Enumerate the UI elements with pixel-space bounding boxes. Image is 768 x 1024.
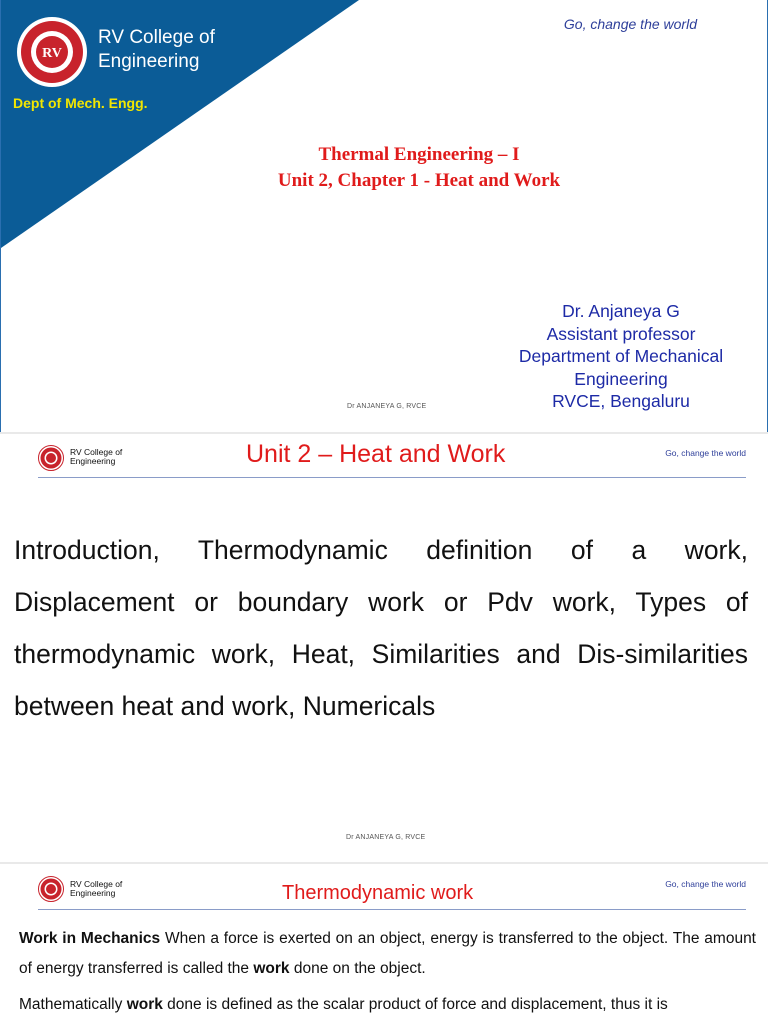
header-divider [38, 477, 746, 478]
slide-title: Unit 2 – Heat and Work [246, 440, 506, 468]
author-department-cont: Engineering [574, 368, 668, 389]
author-designation: Assistant professor [546, 323, 696, 344]
author-department: Department of Mechanical [518, 346, 724, 366]
seal-monogram: RV [42, 46, 62, 61]
content-slide-unit2 [0, 434, 768, 862]
college-name-line2: Engineering [98, 51, 200, 72]
college-name [98, 26, 215, 74]
college-name-line1: RV College of [98, 27, 215, 48]
rv-college-seal-icon [16, 16, 88, 88]
header-divider [38, 909, 746, 910]
college-name-line1: RV College of [70, 879, 123, 889]
chapter-title: Unit 2, Chapter 1 - Heat and Work [277, 170, 561, 191]
paragraph-text: done is defined as the scalar product of force and displacement, thus it is [162, 996, 668, 1013]
topics-paragraph: Introduction, Thermodynamic definition of a work, Displacement or boundary work or Pdv work, Types of thermodynamic work, Heat, Similarities and Dis-similarities between heat and work, Numericals [14, 535, 748, 721]
college-name [70, 880, 122, 898]
motto: Go, change the world [665, 448, 746, 458]
title-slide [0, 0, 768, 432]
slide-title: Thermodynamic work [282, 882, 474, 904]
bold-term: Work in Mechanics [19, 930, 161, 947]
content-slide-thermodynamic-work [0, 864, 768, 1024]
work-in-mechanics-paragraph [19, 924, 756, 984]
author-institution: RVCE, Bengaluru [552, 391, 690, 411]
college-name [70, 448, 122, 466]
motto: Go, change the world [563, 16, 697, 32]
college-name-line2: Engineering [70, 888, 116, 898]
slide-footer: Dr ANJANEYA G, RVCE [346, 834, 426, 841]
paragraph-text: Mathematically [19, 996, 127, 1013]
author-block [491, 300, 751, 413]
motto: Go, change the world [665, 879, 746, 889]
course-title: Thermal Engineering – I [318, 144, 520, 165]
rv-college-seal-icon [38, 876, 64, 902]
author-name: Dr. Anjaneya G [562, 301, 680, 321]
slide-footer: Dr ANJANEYA G, RVCE [347, 403, 427, 410]
bold-term: work [126, 996, 163, 1013]
rv-college-seal-icon [38, 445, 64, 471]
paragraph-text: When a force is exerted on an object, energy is transferred to the object. The amount of energy transferred is called the [19, 930, 756, 977]
work-definition-paragraph [19, 990, 756, 1020]
college-name-line2: Engineering [70, 456, 116, 466]
department-label: Dept of Mech. Engg. [13, 95, 148, 111]
college-name-line1: RV College of [70, 447, 123, 457]
paragraph-text: done on the object. [289, 960, 426, 977]
bold-term: work [253, 960, 290, 977]
